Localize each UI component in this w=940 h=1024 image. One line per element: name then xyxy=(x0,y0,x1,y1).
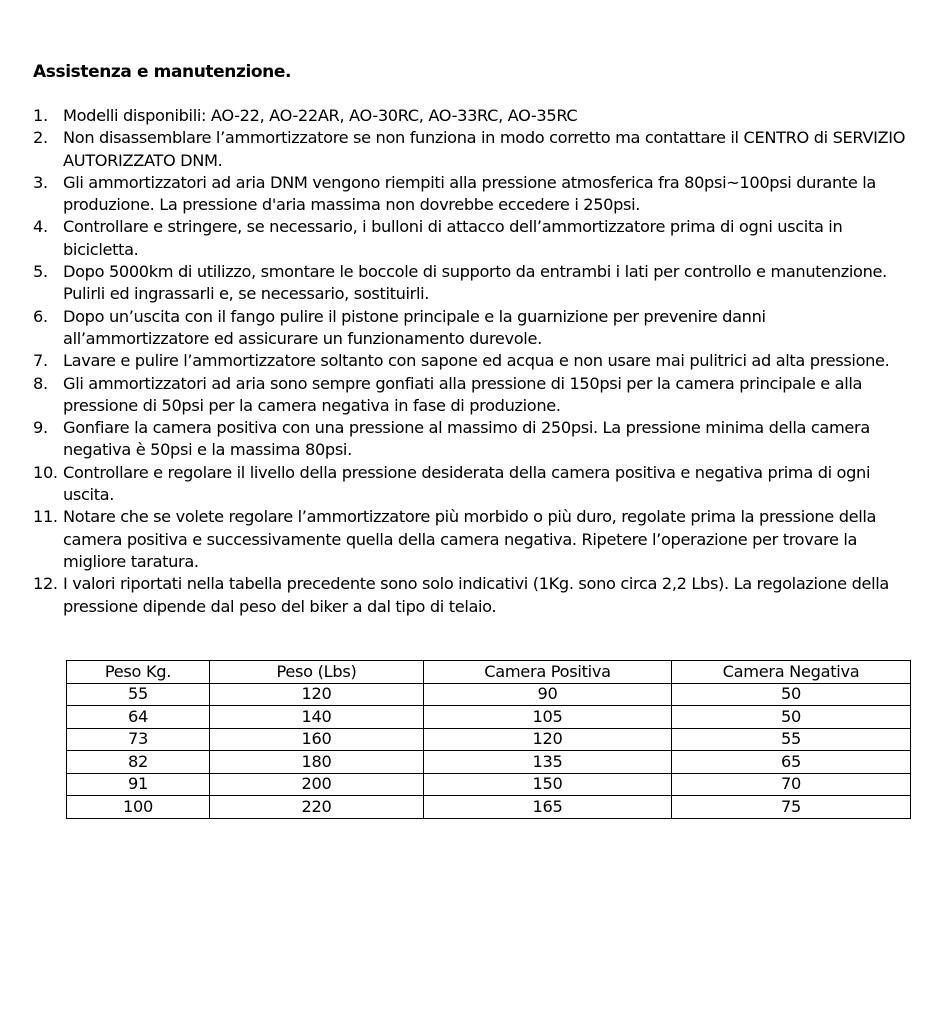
list-item xyxy=(33,261,913,306)
list-item-number: 5. xyxy=(33,262,48,282)
header-peso-kg: Peso Kg. xyxy=(67,661,210,684)
list-item-number: 9. xyxy=(33,418,48,438)
header-camera-positiva: Camera Positiva xyxy=(424,661,672,684)
list-item xyxy=(33,216,913,261)
list-item xyxy=(33,506,913,573)
list-item-number: 2. xyxy=(33,128,48,148)
list-item-number: 6. xyxy=(33,306,48,326)
page-title: Assistenza e manutenzione. xyxy=(33,62,292,82)
table-cell: 180 xyxy=(210,751,424,774)
list-item xyxy=(33,306,913,351)
table-cell: 50 xyxy=(672,706,911,729)
table-cell: 75 xyxy=(672,796,911,819)
pressure-table xyxy=(66,660,911,819)
list-item-text: Notare che se volete regolare l’ammortizzatore più morbido o più duro, regolate prima la pressione della camera positiva e successivamente quella della camera negativa. Ripetere l’operazione per trovare la migliore taratura. xyxy=(63,507,877,571)
table-cell: 82 xyxy=(67,751,210,774)
table-cell: 135 xyxy=(424,751,672,774)
table-cell: 120 xyxy=(210,683,424,706)
list-item-text: I valori riportati nella tabella precedente sono solo indicativi (1Kg. sono circa 2,2 Lbs). La regolazione della pressione dipende dal peso del biker a dal tipo di telaio. xyxy=(63,574,889,616)
table-cell: 64 xyxy=(67,706,210,729)
table-cell: 120 xyxy=(424,728,672,751)
list-item xyxy=(33,127,913,172)
list-item xyxy=(33,573,913,618)
list-item xyxy=(33,350,913,372)
table-cell: 55 xyxy=(67,683,210,706)
table-cell: 70 xyxy=(672,773,911,796)
table-cell: 55 xyxy=(672,728,911,751)
table-cell: 50 xyxy=(672,683,911,706)
list-item-number: 11. xyxy=(33,507,58,527)
table-cell: 220 xyxy=(210,796,424,819)
table-cell: 73 xyxy=(67,728,210,751)
table-cell: 200 xyxy=(210,773,424,796)
table-cell: 65 xyxy=(672,751,911,774)
list-item-text: Gonfiare la camera positiva con una pressione al massimo di 250psi. La pressione minima della camera negativa è 50psi e la massima 80psi. xyxy=(63,418,870,460)
table-cell: 165 xyxy=(424,796,672,819)
table-cell: 105 xyxy=(424,706,672,729)
list-item-text: Dopo 5000km di utilizzo, smontare le boccole di supporto da entrambi i lati per controllo e manutenzione. Pulirli ed ingrassarli e, se necessario, sostituirli. xyxy=(63,262,887,304)
table-row xyxy=(67,683,911,706)
list-item-number: 4. xyxy=(33,217,48,237)
list-item-text: Gli ammortizzatori ad aria DNM vengono riempiti alla pressione atmosferica fra 80psi~100psi durante la produzione. La pressione d'aria massima non dovrebbe eccedere i 250psi. xyxy=(63,172,876,215)
list-item xyxy=(33,105,913,127)
table-row xyxy=(67,751,911,774)
table-cell: 140 xyxy=(210,706,424,729)
list-item-text: Dopo un’uscita con il fango pulire il pistone principale e la guarnizione per prevenire danni all’ammortizzatore ed assicurare un funzionamento durevole. xyxy=(63,306,766,348)
list-item-text: Controllare e stringere, se necessario, i bulloni di attacco dell’ammortizzatore prima di ogni uscita in bicicletta. xyxy=(63,217,843,259)
list-item-text: Lavare e pulire l’ammortizzatore soltanto con sapone ed acqua e non usare mai pulitrici ad alta pressione. xyxy=(63,351,890,371)
list-item xyxy=(33,172,913,217)
header-peso-lbs: Peso (Lbs) xyxy=(210,661,424,684)
table-cell: 90 xyxy=(424,683,672,706)
list-item-text: Gli ammortizzatori ad aria sono sempre gonfiati alla pressione di 150psi per la camera principale e alla pressione di 50psi per la camera negativa in fase di produzione. xyxy=(63,373,863,415)
table-cell: 100 xyxy=(67,796,210,819)
list-item xyxy=(33,373,913,418)
list-item xyxy=(33,462,913,507)
table-row xyxy=(67,773,911,796)
table-row xyxy=(67,796,911,819)
list-item-text: Modelli disponibili: AO-22, AO-22AR, AO-30RC, AO-33RC, AO-35RC xyxy=(63,106,578,125)
table-row xyxy=(67,728,911,751)
table-row xyxy=(67,706,911,729)
table-cell: 150 xyxy=(424,773,672,796)
list-item-number: 7. xyxy=(33,351,48,371)
table-cell: 91 xyxy=(67,773,210,796)
header-camera-negativa: Camera Negativa xyxy=(672,661,911,684)
list-item-number: 3. xyxy=(33,172,48,192)
list-item-text: Controllare e regolare il livello della pressione desiderata della camera positiva e negativa prima di ogni uscita. xyxy=(63,462,871,505)
list-item-text: Non disassemblare l’ammortizzatore se non funziona in modo corretto ma contattare il CENTRO di SERVIZIO AUTORIZZATO DNM. xyxy=(63,128,906,170)
list-item xyxy=(33,417,913,462)
list-item-number: 12. xyxy=(33,574,58,594)
list-item-number: 10. xyxy=(33,462,58,482)
list-item-number: 8. xyxy=(33,373,48,393)
table-cell: 160 xyxy=(210,728,424,751)
list-item-number: 1. xyxy=(33,106,48,125)
table-header-row xyxy=(67,661,911,684)
maintenance-list xyxy=(33,105,913,618)
